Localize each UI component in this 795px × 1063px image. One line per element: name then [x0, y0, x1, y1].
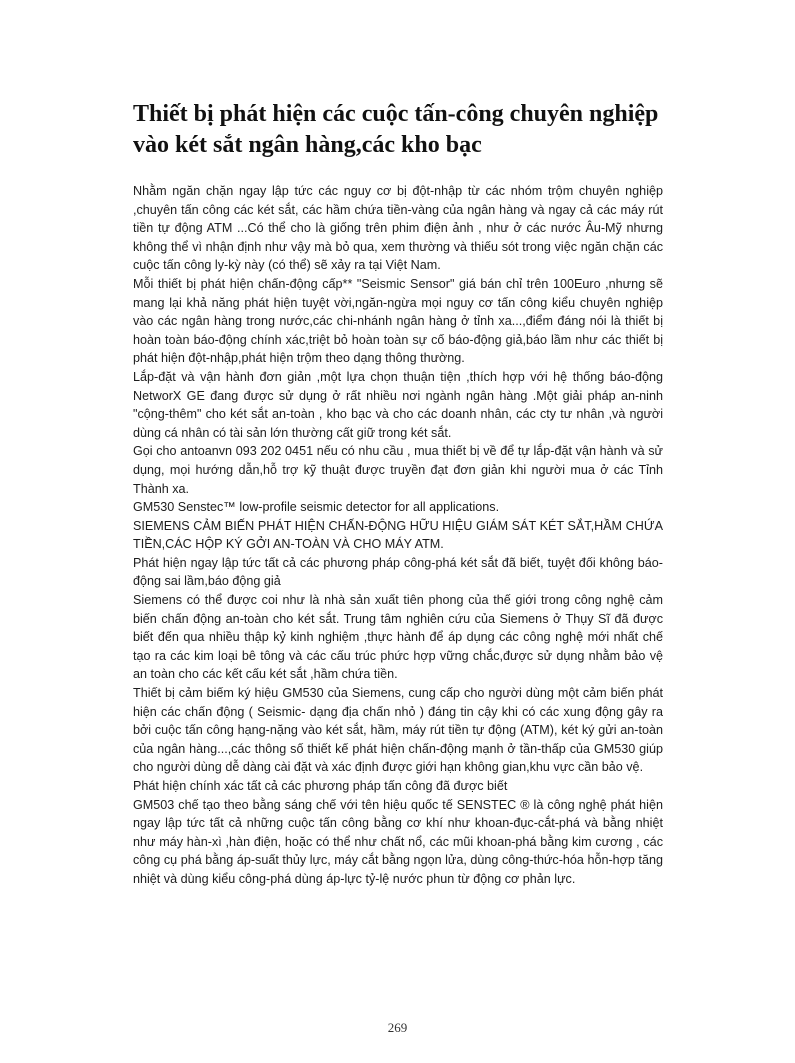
paragraph-gm530-description: Thiết bị cảm biếm ký hiệu GM530 của Siemens, cung cấp cho người dùng một cảm biến phát hiện các chấn động ( Seismic- dạng địa chấn nhỏ ) đáng tin cậy khi có các xung động gây ra bởi cuộc tấn công hạng-nặng vào két sắt, hầm, máy rút tiền tự động (ATM), két ký gửi an-toàn của ngân hàng...,các thông số thiết kế phát hiện chấn-động mạnh ở tần-thấp của GM530 giúp cho người dùng dễ dàng cài đặt và xác định được giới hạn không gian,khu vực cần bảo vệ. [133, 686, 663, 775]
paragraph-detection-claim: Phát hiện ngay lập tức tất cả các phương pháp công-phá két sắt đã biết, tuyệt đối không báo-động sai lầm,báo động giả [133, 555, 663, 589]
paragraph-siemens-pioneer: Siemens có thể được coi như là nhà sản xuất tiên phong của thế giới trong công nghệ cảm biến chấn động an-toàn cho két sắt. Trung tâm nghiên cứu của Siemens ở Thụy Sĩ đã được biết đến qua nhiều thập kỷ kinh nghiệm ,thực hành để áp dụng các công nghệ mới nhất chế tạo ra các kim loại bê tông và các cấu trúc phức hợp vững chắc,được sử dụng nhằm bảo vệ an toàn cho các kết cấu két sắt ,hầm chứa tiền. [133, 593, 663, 682]
paragraph-gm530-tagline: GM530 Senstec™ low-profile seismic detector for all applications. [133, 500, 500, 515]
paragraph-intro: Nhằm ngăn chặn ngay lập tức các nguy cơ bị đột-nhập từ các nhóm trộm chuyên nghiệp ,chuyên tấn công các két sắt, các hầm chứa tiền-vàng của ngân hàng và ngay cả các máy rút tiền tự động ATM ...Có thể cho là giống trên phim điện ảnh , như ở các nước Âu-Mỹ nhưng không thể vì nhận định như vậy mà bỏ qua, xem thường và thiếu sót trong việc ngăn chặn các cuộc tấn công ly-kỳ này (có thể) sẽ xảy ra tại Việt Nam. [133, 184, 663, 273]
paragraph-siemens-heading: SIEMENS CẢM BIẾN PHÁT HIỆN CHẤN-ĐỘNG HỮU HIỆU GIÁM SÁT KÉT SẮT,HẦM CHỨA TIỀN,CÁC HỘP KÝ GỞI AN-TOÀN VÀ CHO MÁY ATM. [133, 518, 663, 552]
page-number: 269 [387, 1020, 408, 1035]
paragraph-senstec-technology: GM503 chế tạo theo bằng sáng chế với tên hiệu quốc tế SENSTEC ® là công nghệ phát hiện ngay lập tức tất cả những cuộc tấn công bằng cơ khí như khoan-đục-cắt-phá và bằng nhiệt như máy hàn-xì ,hàn điện, hoặc có thể như chất nổ, các mũi khoan-phá bằng kim cương , các công cụ phá bằng áp-suất thủy lực, máy cắt bằng ngọn lửa, dùng công-thức-hóa hỗn-hợp tăng nhiệt và dùng kiểu công-phá dùng áp-lực tỷ-lệ nước phun từ động cơ phản lực. [133, 797, 663, 886]
paragraph-seismic-sensor: Mỗi thiết bị phát hiện chấn-động cấp** "Seismic Sensor" giá bán chỉ trên 100Euro ,nhưng sẽ mang lại khả năng phát hiện tuyệt vời,ngăn-ngừa mọi nguy cơ tấn công kiểu chuyên nghiệp vào các ngân hàng trong nước,các chi-nhánh ngân hàng ở tỉnh xa...,điểm đáng nói là thiết bị hoàn toàn báo-động chính xác,triệt bỏ hoàn toàn sự cố báo-động giả,báo lầm như các thiết bị phát hiện đột-nhập,phát hiện trộm theo dạng thông thường. [133, 276, 663, 366]
paragraph-detection-subheading: Phát hiện chính xác tất cả các phương pháp tấn công đã được biết [133, 779, 508, 793]
article-body [133, 182, 663, 889]
paragraph-installation: Lắp-đặt và vận hành đơn giản ,một lựa chọn thuận tiện ,thích hợp với hệ thống báo-động NetworX GE đang được sử dụng ở rất nhiều nơi ngành ngân hàng .Một giải pháp an-ninh "cộng-thêm" cho két sắt an-toàn , kho bạc và cho các doanh nhân, các cty tư nhân ,và người dùng cá nhân có tài sản lớn thường cất giữ trong két sắt. [133, 369, 663, 440]
page-title: Thiết bị phát hiện các cuộc tấn-công chuyên nghiệp vào két sắt ngân hàng,các kho bạc [133, 101, 659, 158]
paragraph-contact: Gọi cho antoanvn 093 202 0451 nếu có nhu cầu , mua thiết bị về để tự lắp-đặt vận hành và sử dụng, mọi hướng dẫn,hỗ trợ kỹ thuật được truyền đạt đơn giản khi người mua ở các Tỉnh Thành xa. [133, 444, 663, 496]
